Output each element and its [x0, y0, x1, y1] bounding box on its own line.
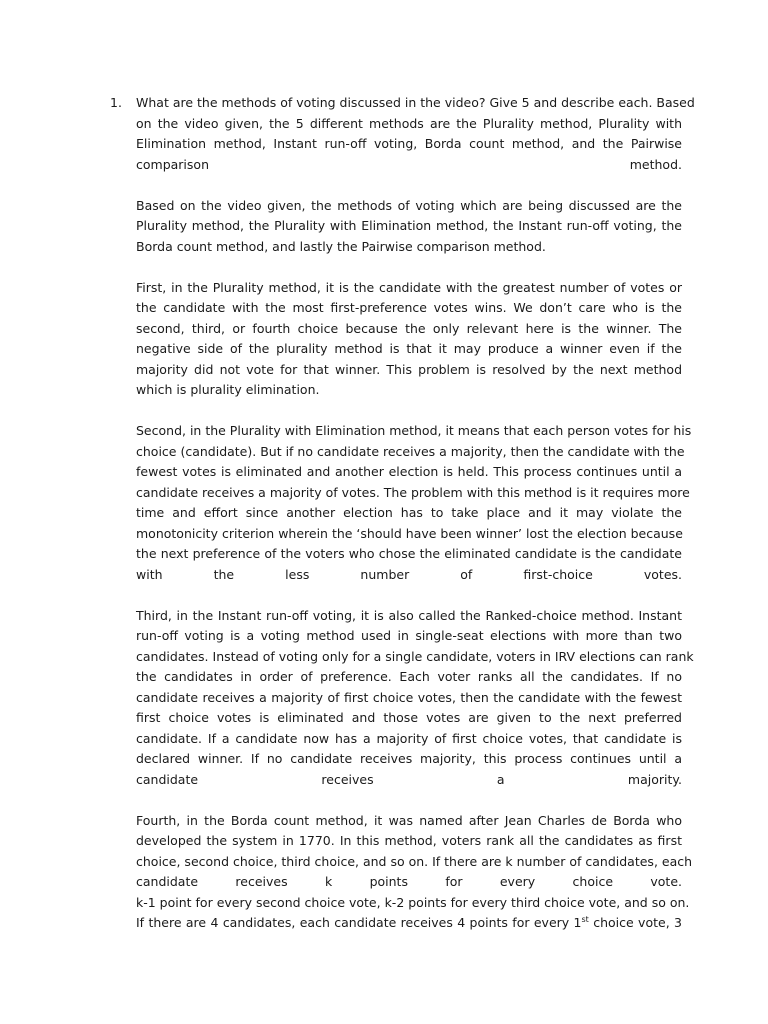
line-text: If there are 4 candidates, each candidate receives 4 points for every 1 [136, 915, 582, 930]
overview-paragraph [136, 196, 682, 258]
paragraph-line: majority did not vote for that winner. This problem is resolved by the next method [136, 361, 682, 377]
plurality-paragraph [136, 278, 682, 401]
paragraph-line: time and effort since another election has to take place and it may violate the [136, 505, 682, 520]
paragraph-line: choice, second choice, third choice, and so on. If there are k number of candidates, each [136, 853, 693, 869]
paragraph-line: candidate receives a majority of first choice votes, then the candidate with the fewest [136, 689, 682, 705]
paragraph-line: the next preference of the voters who chose the eliminated candidate is the candidate [136, 546, 682, 561]
paragraph-line: second, third, or fourth choice because the only relevant here is the winner. The [136, 320, 682, 336]
paragraph-line: Borda count method, and lastly the Pairwise comparison method. [136, 238, 546, 254]
paragraph-line: candidate receives a majority. [136, 771, 682, 787]
paragraph-line: First, in the Plurality method, it is the candidate with the greatest number of votes or [136, 279, 682, 295]
paragraph-line: fewest votes is eliminated and another election is held. This process continues until a [136, 464, 682, 479]
paragraph-line: negative side of the plurality method is that it may produce a winner even if the [136, 341, 682, 356]
plurality-elimination-paragraph [136, 421, 692, 585]
paragraph-line: which is plurality elimination. [136, 382, 320, 397]
instant-runoff-paragraph [136, 606, 694, 791]
borda-paragraph [136, 811, 693, 934]
prompt-line: comparison method. [136, 156, 682, 172]
paragraph-line: candidate receives a majority of votes. The problem with this method is it requires more [136, 484, 690, 500]
paragraph-line: Fourth, in the Borda count method, it was named after Jean Charles de Borda who [136, 812, 682, 828]
paragraph-line: the candidates in order of preference. Each voter ranks all the candidates. If no [136, 669, 682, 684]
paragraph-line: monotonicity criterion wherein the ‘should have been winner’ lost the election because [136, 525, 683, 541]
paragraph-line: Second, in the Plurality with Elimination method, it means that each person votes for his [136, 423, 692, 438]
prompt-line: Elimination method, Instant run-off voting, Borda count method, and the Pairwise [136, 136, 682, 151]
paragraph-line: Plurality method, the Plurality with Elimination method, the Instant run-off voting, the [136, 218, 682, 233]
question-prompt [136, 93, 695, 175]
paragraph-line: candidates. Instead of voting only for a single candidate, voters in IRV elections can rank [136, 648, 694, 664]
paragraph-line: Third, in the Instant run-off voting, it is also called the Ranked-choice method. Instant [136, 607, 682, 623]
line-text: choice vote, 3 [588, 915, 682, 930]
paragraph-line: first choice votes is eliminated and those votes are given to the next preferred [136, 710, 682, 725]
ordinal-superscript: st [581, 914, 589, 924]
paragraph-line: choice (candidate). But if no candidate receives a majority, then the candidate with the [136, 443, 685, 459]
paragraph-line: k-1 point for every second choice vote, k-2 points for every third choice vote, and so on. [136, 894, 690, 910]
paragraph-line: candidate receives k points for every choice vote. [136, 874, 682, 889]
paragraph-line: with the less number of first-choice votes. [136, 566, 682, 582]
paragraph-line: run-off voting is a voting method used in single-seat elections with more than two [136, 628, 682, 643]
prompt-line: on the video given, the 5 different methods are the Plurality method, Plurality with [136, 115, 682, 131]
paragraph-line: Based on the video given, the methods of voting which are being discussed are the [136, 197, 682, 213]
paragraph-line: developed the system in 1770. In this method, voters rank all the candidates as first [136, 833, 682, 848]
question-number: 1. [110, 95, 122, 110]
prompt-line: What are the methods of voting discussed in the video? Give 5 and describe each. Based [136, 95, 695, 110]
paragraph-line: the candidate with the most first-preference votes wins. We don’t care who is the [136, 300, 682, 315]
paragraph-line: candidate. If a candidate now has a majority of first choice votes, that candidate is [136, 730, 682, 746]
paragraph-line-with-superscript [136, 913, 682, 934]
paragraph-line: declared winner. If no candidate receives majority, this process continues until a [136, 751, 682, 766]
question-body [136, 93, 695, 954]
